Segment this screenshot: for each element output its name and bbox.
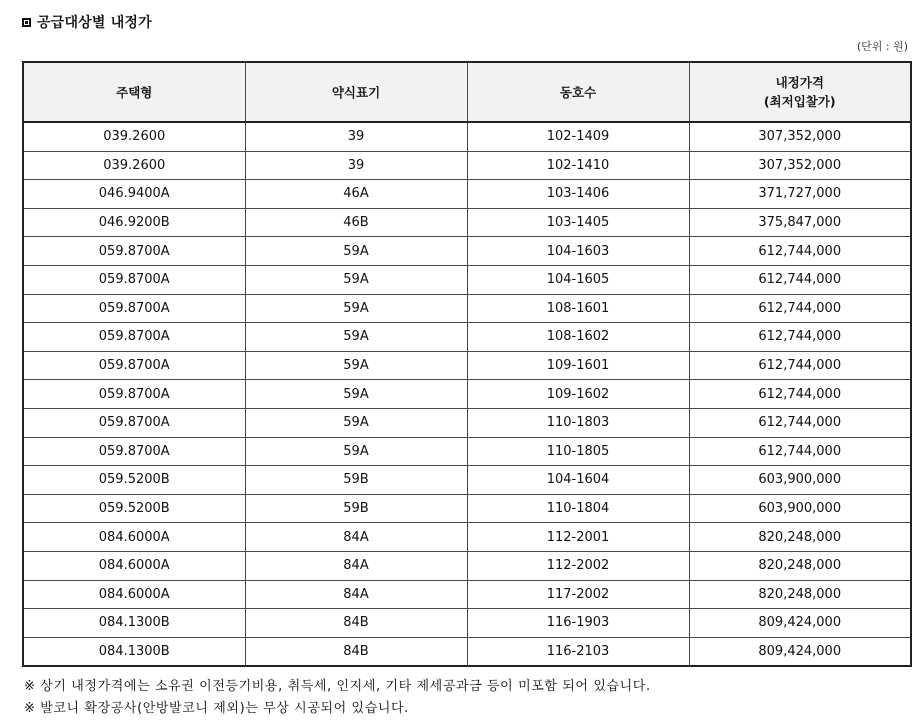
section-title-text: 공급대상별 내정가 <box>37 15 152 31</box>
note-item: ※ 발코니 확장공사(안방발코니 제외)는 무상 시공되어 있습니다. <box>24 701 409 716</box>
cell-housing-type: 084.6000A <box>23 580 245 609</box>
cell-reserve-price: 307,352,000 <box>689 122 911 151</box>
table-row <box>23 323 911 352</box>
cell-unit-number: 116-1903 <box>467 609 689 638</box>
cell-reserve-price: 820,248,000 <box>689 523 911 552</box>
cell-unit-number: 103-1405 <box>467 208 689 237</box>
table-row <box>23 523 911 552</box>
cell-short-label: 46B <box>245 208 467 237</box>
cell-unit-number: 109-1602 <box>467 380 689 409</box>
table-row <box>23 265 911 294</box>
header-reserve-price: 내정가격 (최저입찰가) <box>689 62 911 122</box>
cell-short-label: 39 <box>245 151 467 180</box>
cell-housing-type: 039.2600 <box>23 122 245 151</box>
cell-short-label: 59A <box>245 265 467 294</box>
square-bullet-icon <box>22 18 31 27</box>
table-row <box>23 551 911 580</box>
price-table <box>22 61 912 667</box>
cell-reserve-price: 612,744,000 <box>689 437 911 466</box>
table-row <box>23 637 911 666</box>
cell-unit-number: 116-2103 <box>467 637 689 666</box>
cell-reserve-price: 603,900,000 <box>689 466 911 495</box>
table-row <box>23 466 911 495</box>
header-unit-number: 동호수 <box>467 62 689 122</box>
cell-reserve-price: 612,744,000 <box>689 237 911 266</box>
cell-housing-type: 059.8700A <box>23 323 245 352</box>
cell-short-label: 59A <box>245 351 467 380</box>
cell-housing-type: 084.1300B <box>23 637 245 666</box>
header-short-label: 약식표기 <box>245 62 467 122</box>
table-row <box>23 208 911 237</box>
cell-housing-type: 046.9200B <box>23 208 245 237</box>
cell-short-label: 59B <box>245 466 467 495</box>
cell-reserve-price: 612,744,000 <box>689 294 911 323</box>
cell-housing-type: 059.8700A <box>23 237 245 266</box>
cell-unit-number: 109-1601 <box>467 351 689 380</box>
cell-housing-type: 059.8700A <box>23 437 245 466</box>
cell-unit-number: 102-1410 <box>467 151 689 180</box>
cell-housing-type: 059.8700A <box>23 380 245 409</box>
cell-housing-type: 059.5200B <box>23 466 245 495</box>
cell-short-label: 46A <box>245 180 467 209</box>
unit-note: (단위 : 원) <box>856 40 908 53</box>
cell-reserve-price: 612,744,000 <box>689 323 911 352</box>
cell-short-label: 84A <box>245 551 467 580</box>
cell-housing-type: 084.1300B <box>23 609 245 638</box>
header-housing-type: 주택형 <box>23 62 245 122</box>
table-row <box>23 237 911 266</box>
cell-unit-number: 112-2001 <box>467 523 689 552</box>
notes <box>24 676 651 720</box>
cell-reserve-price: 375,847,000 <box>689 208 911 237</box>
table-row <box>23 494 911 523</box>
table-row <box>23 580 911 609</box>
cell-short-label: 59A <box>245 437 467 466</box>
cell-reserve-price: 820,248,000 <box>689 580 911 609</box>
table-row <box>23 408 911 437</box>
cell-unit-number: 108-1601 <box>467 294 689 323</box>
cell-short-label: 59A <box>245 323 467 352</box>
cell-housing-type: 084.6000A <box>23 551 245 580</box>
cell-housing-type: 059.8700A <box>23 408 245 437</box>
cell-reserve-price: 371,727,000 <box>689 180 911 209</box>
cell-short-label: 59A <box>245 380 467 409</box>
cell-housing-type: 059.8700A <box>23 265 245 294</box>
cell-short-label: 39 <box>245 122 467 151</box>
cell-short-label: 84B <box>245 609 467 638</box>
cell-short-label: 59A <box>245 237 467 266</box>
cell-housing-type: 046.9400A <box>23 180 245 209</box>
cell-reserve-price: 612,744,000 <box>689 265 911 294</box>
cell-unit-number: 102-1409 <box>467 122 689 151</box>
table-row <box>23 294 911 323</box>
cell-short-label: 84B <box>245 637 467 666</box>
cell-unit-number: 104-1604 <box>467 466 689 495</box>
cell-reserve-price: 612,744,000 <box>689 351 911 380</box>
cell-unit-number: 110-1803 <box>467 408 689 437</box>
cell-housing-type: 039.2600 <box>23 151 245 180</box>
cell-unit-number: 104-1603 <box>467 237 689 266</box>
cell-reserve-price: 809,424,000 <box>689 609 911 638</box>
table-row <box>23 380 911 409</box>
cell-short-label: 59B <box>245 494 467 523</box>
table-row <box>23 437 911 466</box>
cell-short-label: 59A <box>245 294 467 323</box>
cell-reserve-price: 612,744,000 <box>689 380 911 409</box>
table-row <box>23 351 911 380</box>
cell-unit-number: 110-1804 <box>467 494 689 523</box>
cell-short-label: 84A <box>245 580 467 609</box>
table-header-row <box>23 62 911 122</box>
cell-unit-number: 112-2002 <box>467 551 689 580</box>
cell-reserve-price: 809,424,000 <box>689 637 911 666</box>
cell-unit-number: 110-1805 <box>467 437 689 466</box>
cell-housing-type: 059.8700A <box>23 294 245 323</box>
cell-housing-type: 059.5200B <box>23 494 245 523</box>
table-row <box>23 122 911 151</box>
table-row <box>23 180 911 209</box>
table-row <box>23 609 911 638</box>
cell-reserve-price: 307,352,000 <box>689 151 911 180</box>
table-row <box>23 151 911 180</box>
note-item: ※ 상기 내정가격에는 소유권 이전등기비용, 취득세, 인지세, 기타 제세공과금 등이 미포함 되어 있습니다. <box>24 679 651 694</box>
cell-reserve-price: 612,744,000 <box>689 408 911 437</box>
cell-housing-type: 059.8700A <box>23 351 245 380</box>
section-title <box>22 12 152 32</box>
cell-unit-number: 103-1406 <box>467 180 689 209</box>
cell-reserve-price: 820,248,000 <box>689 551 911 580</box>
cell-unit-number: 108-1602 <box>467 323 689 352</box>
cell-reserve-price: 603,900,000 <box>689 494 911 523</box>
cell-housing-type: 084.6000A <box>23 523 245 552</box>
cell-short-label: 84A <box>245 523 467 552</box>
cell-unit-number: 117-2002 <box>467 580 689 609</box>
cell-unit-number: 104-1605 <box>467 265 689 294</box>
cell-short-label: 59A <box>245 408 467 437</box>
table-body <box>23 122 911 666</box>
